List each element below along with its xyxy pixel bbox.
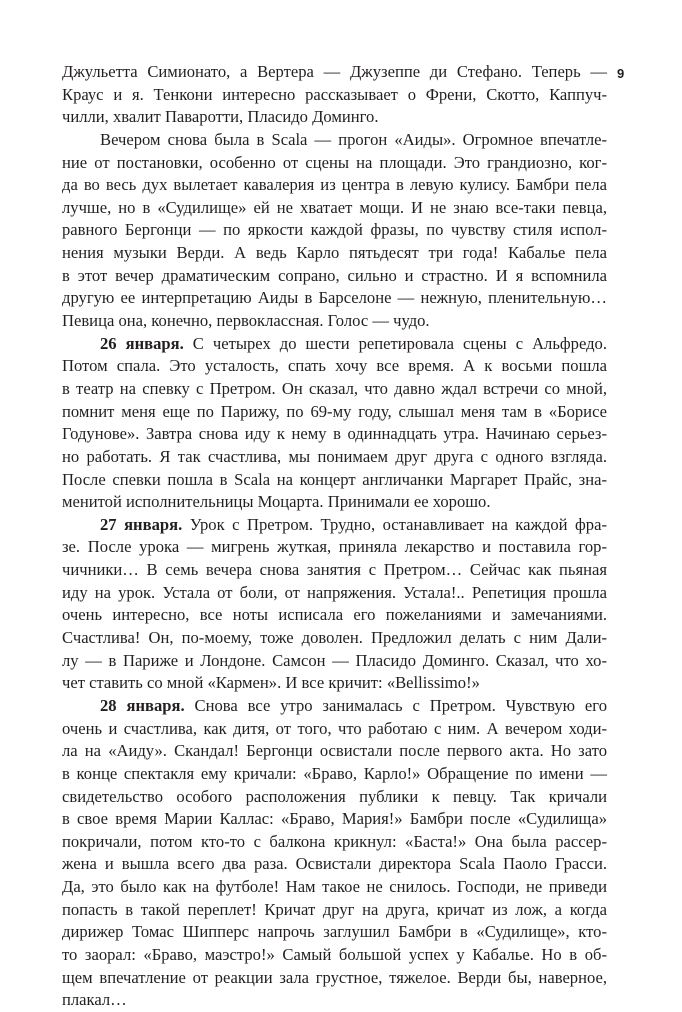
- text-line: да во весь дух вылетает кавалерия из центра в левую кулису. Бамбри пела: [62, 175, 607, 195]
- text-line: иду на урок. Устала от боли, от напряжения. Устала!.. Репетиция прошла: [62, 582, 607, 602]
- text-line: нения музыки Верди. А ведь Карло пятьдесят три года! Кабалье пела: [62, 243, 607, 263]
- entry-text: С четырех до шести репетировала сцены с Альфредо.: [183, 333, 607, 353]
- text-line: свидетельство особого расположения публики к певцу. Так кричали: [62, 786, 607, 806]
- text-line: Да, это было как на футболе! Нам такое не снилось. Господи, не приведи: [62, 877, 607, 897]
- text-line: Краус и я. Тенкони интересно рассказывает о Френи, Скотто, Каппуч-: [62, 84, 607, 104]
- text-line: Потом спала. Это усталость, спать хочу все время. А к восьми пошла: [62, 356, 607, 376]
- text-line: лу — в Париже и Лондоне. Самсон — Пласидо Доминго. Сказал, что хо-: [62, 650, 607, 670]
- text-line: дирижер Томас Шипперс напрочь заглушил Бамбри в «Судилище», кто-: [62, 922, 607, 942]
- text-line: очень интересно, все ноты исписала его пожеланиями и замечаниями.: [62, 605, 607, 625]
- text-line: Вечером снова была в Scala — прогон «Аиды». Огромное впечатле-: [100, 129, 607, 149]
- text-line: менитой исполнительницы Моцарта. Принимали ее хорошо.: [62, 492, 491, 512]
- text-line: Певица она, конечно, первоклассная. Голос — чудо.: [62, 311, 430, 331]
- text-line: помнит меня еще по Парижу, по 69-му году, слышал меня там в «Борисе: [62, 401, 607, 421]
- entry-text: Урок с Претром. Трудно, останавливает на каждой фра-: [182, 514, 607, 534]
- text-line: то заорал: «Браво, маэстро!» Самый большой успех у Кабалье. Но в об-: [62, 944, 607, 964]
- text-line: ние от постановки, особенно от сцены на площади. Это грандиозно, ког-: [62, 152, 607, 172]
- text-line: чет ставить со мной «Кармен». И все кричит: «Bellissimo!»: [62, 673, 480, 693]
- dated-entry-first-line: [62, 514, 607, 537]
- entry-date: 27 января.: [100, 514, 183, 534]
- text-line: После спевки пошла в Scala на концерт англичанки Маргарет Прайс, зна-: [62, 469, 607, 489]
- text-line: в свое время Марии Каллас: «Браво, Мария!» Бамбри после «Судилища»: [62, 809, 607, 829]
- text-line: в конце спектакля ему кричали: «Браво, Карло!» Обращение по имени —: [62, 763, 607, 783]
- text-line: жена и вышла всего два раза. Освистали директора Scala Паоло Грасси.: [62, 854, 607, 874]
- text-line: но работать. Я так счастлива, мы понимаем друг друга с одного взгляда.: [62, 446, 607, 466]
- text-line: равного Бергонци — по яркости каждой фразы, по чувству стиля испол-: [62, 220, 607, 240]
- entry-date: 26 января.: [100, 333, 184, 353]
- entry-text: Снова все утро занималась с Претром. Чувствую его: [184, 695, 607, 715]
- text-line: щем впечатление от реакции зала грустное, тяжелое. Верди бы, наверное,: [62, 967, 607, 987]
- text-line: в театр на спевку с Претром. Он сказал, что давно ждал встречи со мной,: [62, 378, 607, 398]
- dated-entry-first-line: [62, 695, 607, 718]
- entry-date: 28 января.: [100, 695, 185, 715]
- text-line: попасть в такой переплет! Кричат друг на друга, кричат из лож, а когда: [62, 899, 607, 919]
- text-line: чилли, хвалит Паваротти, Пласидо Доминго.: [62, 107, 379, 127]
- text-line: Джульетта Симионато, а Вертера — Джузеппе ди Стефано. Теперь —: [62, 62, 607, 81]
- text-line: лучше, но в «Судилище» ей не хватает мощи. И не знаю все-таки певца,: [62, 197, 607, 217]
- text-line: Счастлива! Он, по-моему, тоже доволен. Предложил делать с ним Дали-: [62, 628, 607, 648]
- page-text: [62, 61, 607, 1012]
- text-line: в этот вечер драматическим сопрано, сильно и страстно. И я вспомнила: [62, 265, 607, 285]
- text-line: плакал…: [62, 990, 127, 1010]
- dated-entry-first-line: [62, 333, 607, 356]
- text-line: Годунове». Завтра снова иду к нему в одиннадцать утра. Начинаю серьез-: [62, 424, 607, 444]
- page-number: 9: [617, 66, 625, 81]
- text-line: чичники… В семь вечера снова занятия с Претром… Сейчас как пьяная: [62, 560, 607, 580]
- text-line: зе. После урока — мигрень жуткая, приняла лекарство и поставила гор-: [62, 537, 607, 557]
- text-line: покричали, потом кто-то с балкона крикнул: «Баста!» Она была рассер-: [62, 831, 607, 851]
- text-line: другую ее интерпретацию Аиды в Барселоне — нежную, пленительную…: [62, 288, 607, 308]
- text-line: ла на «Аиду». Скандал! Бергонци освистали после первого акта. Но зато: [62, 741, 607, 761]
- text-line: очень и счастлива, как дитя, от того, что работаю с ним. А вечером ходи-: [62, 718, 607, 738]
